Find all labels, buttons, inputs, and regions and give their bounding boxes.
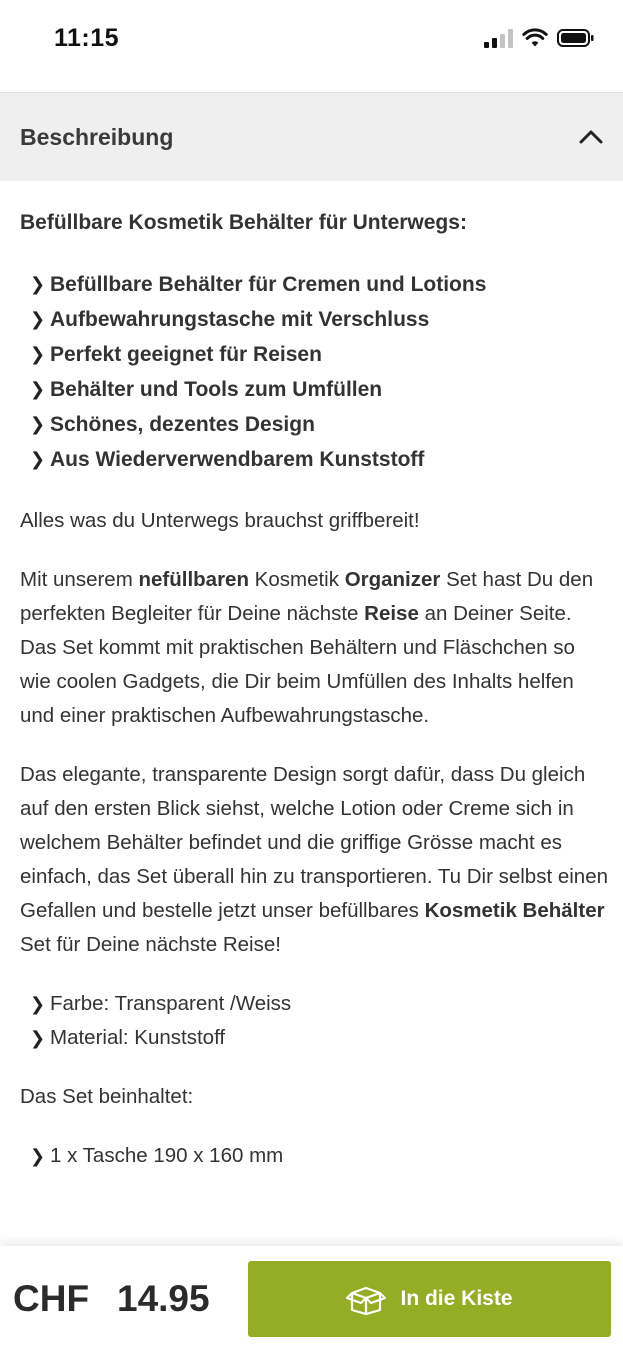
price-currency: CHF xyxy=(13,1278,90,1319)
description-content xyxy=(20,206,610,1173)
price-value: 14.95 xyxy=(117,1278,210,1319)
description-accordion-header[interactable] xyxy=(0,92,623,181)
cart-button-label: In die Kiste xyxy=(400,1287,513,1310)
status-icons xyxy=(484,28,595,48)
intro-text: Alles was du Unterwegs brauchst griffbereit! xyxy=(20,509,420,532)
feature-item: ❯ Perfekt geeignet für Reisen xyxy=(30,337,610,372)
feature-item: ❯ Aufbewahrungstasche mit Verschluss xyxy=(30,302,610,337)
description-paragraph-1: Mit unserem nefüllbaren Kosmetik Organizer Set hast Du den perfekten Begleiter für Deine nächste Reise an Deiner Seite. Das Set kommt mit praktischen Behältern und Fläschchen so wie coolen Gadgets, die Dir beim Umfüllen des Inhalts helfen und einer praktischen Aufbewahrungstasche. xyxy=(20,568,594,727)
contents-item: ❯ 1 x Tasche 190 x 160 mm xyxy=(30,1139,610,1173)
feature-item: ❯ Behälter und Tools zum Umfüllen xyxy=(30,372,610,407)
chevron-right-icon: ❯ xyxy=(30,309,46,329)
status-time: 11:15 xyxy=(54,24,120,52)
chevron-up-icon[interactable] xyxy=(579,129,603,145)
feature-item: ❯ Schönes, dezentes Design xyxy=(30,407,610,442)
chevron-right-icon: ❯ xyxy=(30,344,46,364)
chevron-right-icon: ❯ xyxy=(30,1028,46,1048)
accordion-title: Beschreibung xyxy=(20,123,174,150)
feature-list xyxy=(20,267,610,477)
box-icon xyxy=(346,1283,386,1315)
spec-item: ❯ Material: Kunststoff xyxy=(30,1021,610,1055)
contents-heading: Das Set beinhaltet: xyxy=(20,1085,194,1108)
chevron-right-icon: ❯ xyxy=(30,994,46,1014)
purchase-bar xyxy=(0,1246,623,1350)
battery-icon xyxy=(557,28,595,48)
chevron-right-icon: ❯ xyxy=(30,274,46,294)
spec-item: ❯ Farbe: Transparent /Weiss xyxy=(30,987,610,1021)
description-paragraph-2: Das elegante, transparente Design sorgt dafür, dass Du gleich auf den ersten Blick siehst, welche Lotion oder Creme sich in welchem Behälter befindet und die griffige Grösse macht es einfach, das Set überall hin zu transportieren. Tu Dir selbst einen Gefallen und bestelle jetzt unser befüllbares Kosmetik Behälter Set für Deine nächste Reise! xyxy=(20,763,608,956)
chevron-right-icon: ❯ xyxy=(30,449,46,469)
chevron-right-icon: ❯ xyxy=(30,1146,46,1166)
chevron-right-icon: ❯ xyxy=(30,379,46,399)
description-heading: Befüllbare Kosmetik Behälter für Unterwegs: xyxy=(20,211,467,234)
contents-list xyxy=(20,1139,610,1173)
feature-item: ❯ Aus Wiederverwendbarem Kunststoff xyxy=(30,442,610,477)
add-to-cart-button[interactable] xyxy=(248,1261,611,1337)
feature-item: ❯ Befüllbare Behälter für Cremen und Lotions xyxy=(30,267,610,302)
chevron-right-icon: ❯ xyxy=(30,414,46,434)
wifi-icon xyxy=(522,28,548,48)
cellular-signal-icon xyxy=(484,28,513,48)
spec-list xyxy=(20,987,610,1055)
status-bar xyxy=(0,0,623,92)
